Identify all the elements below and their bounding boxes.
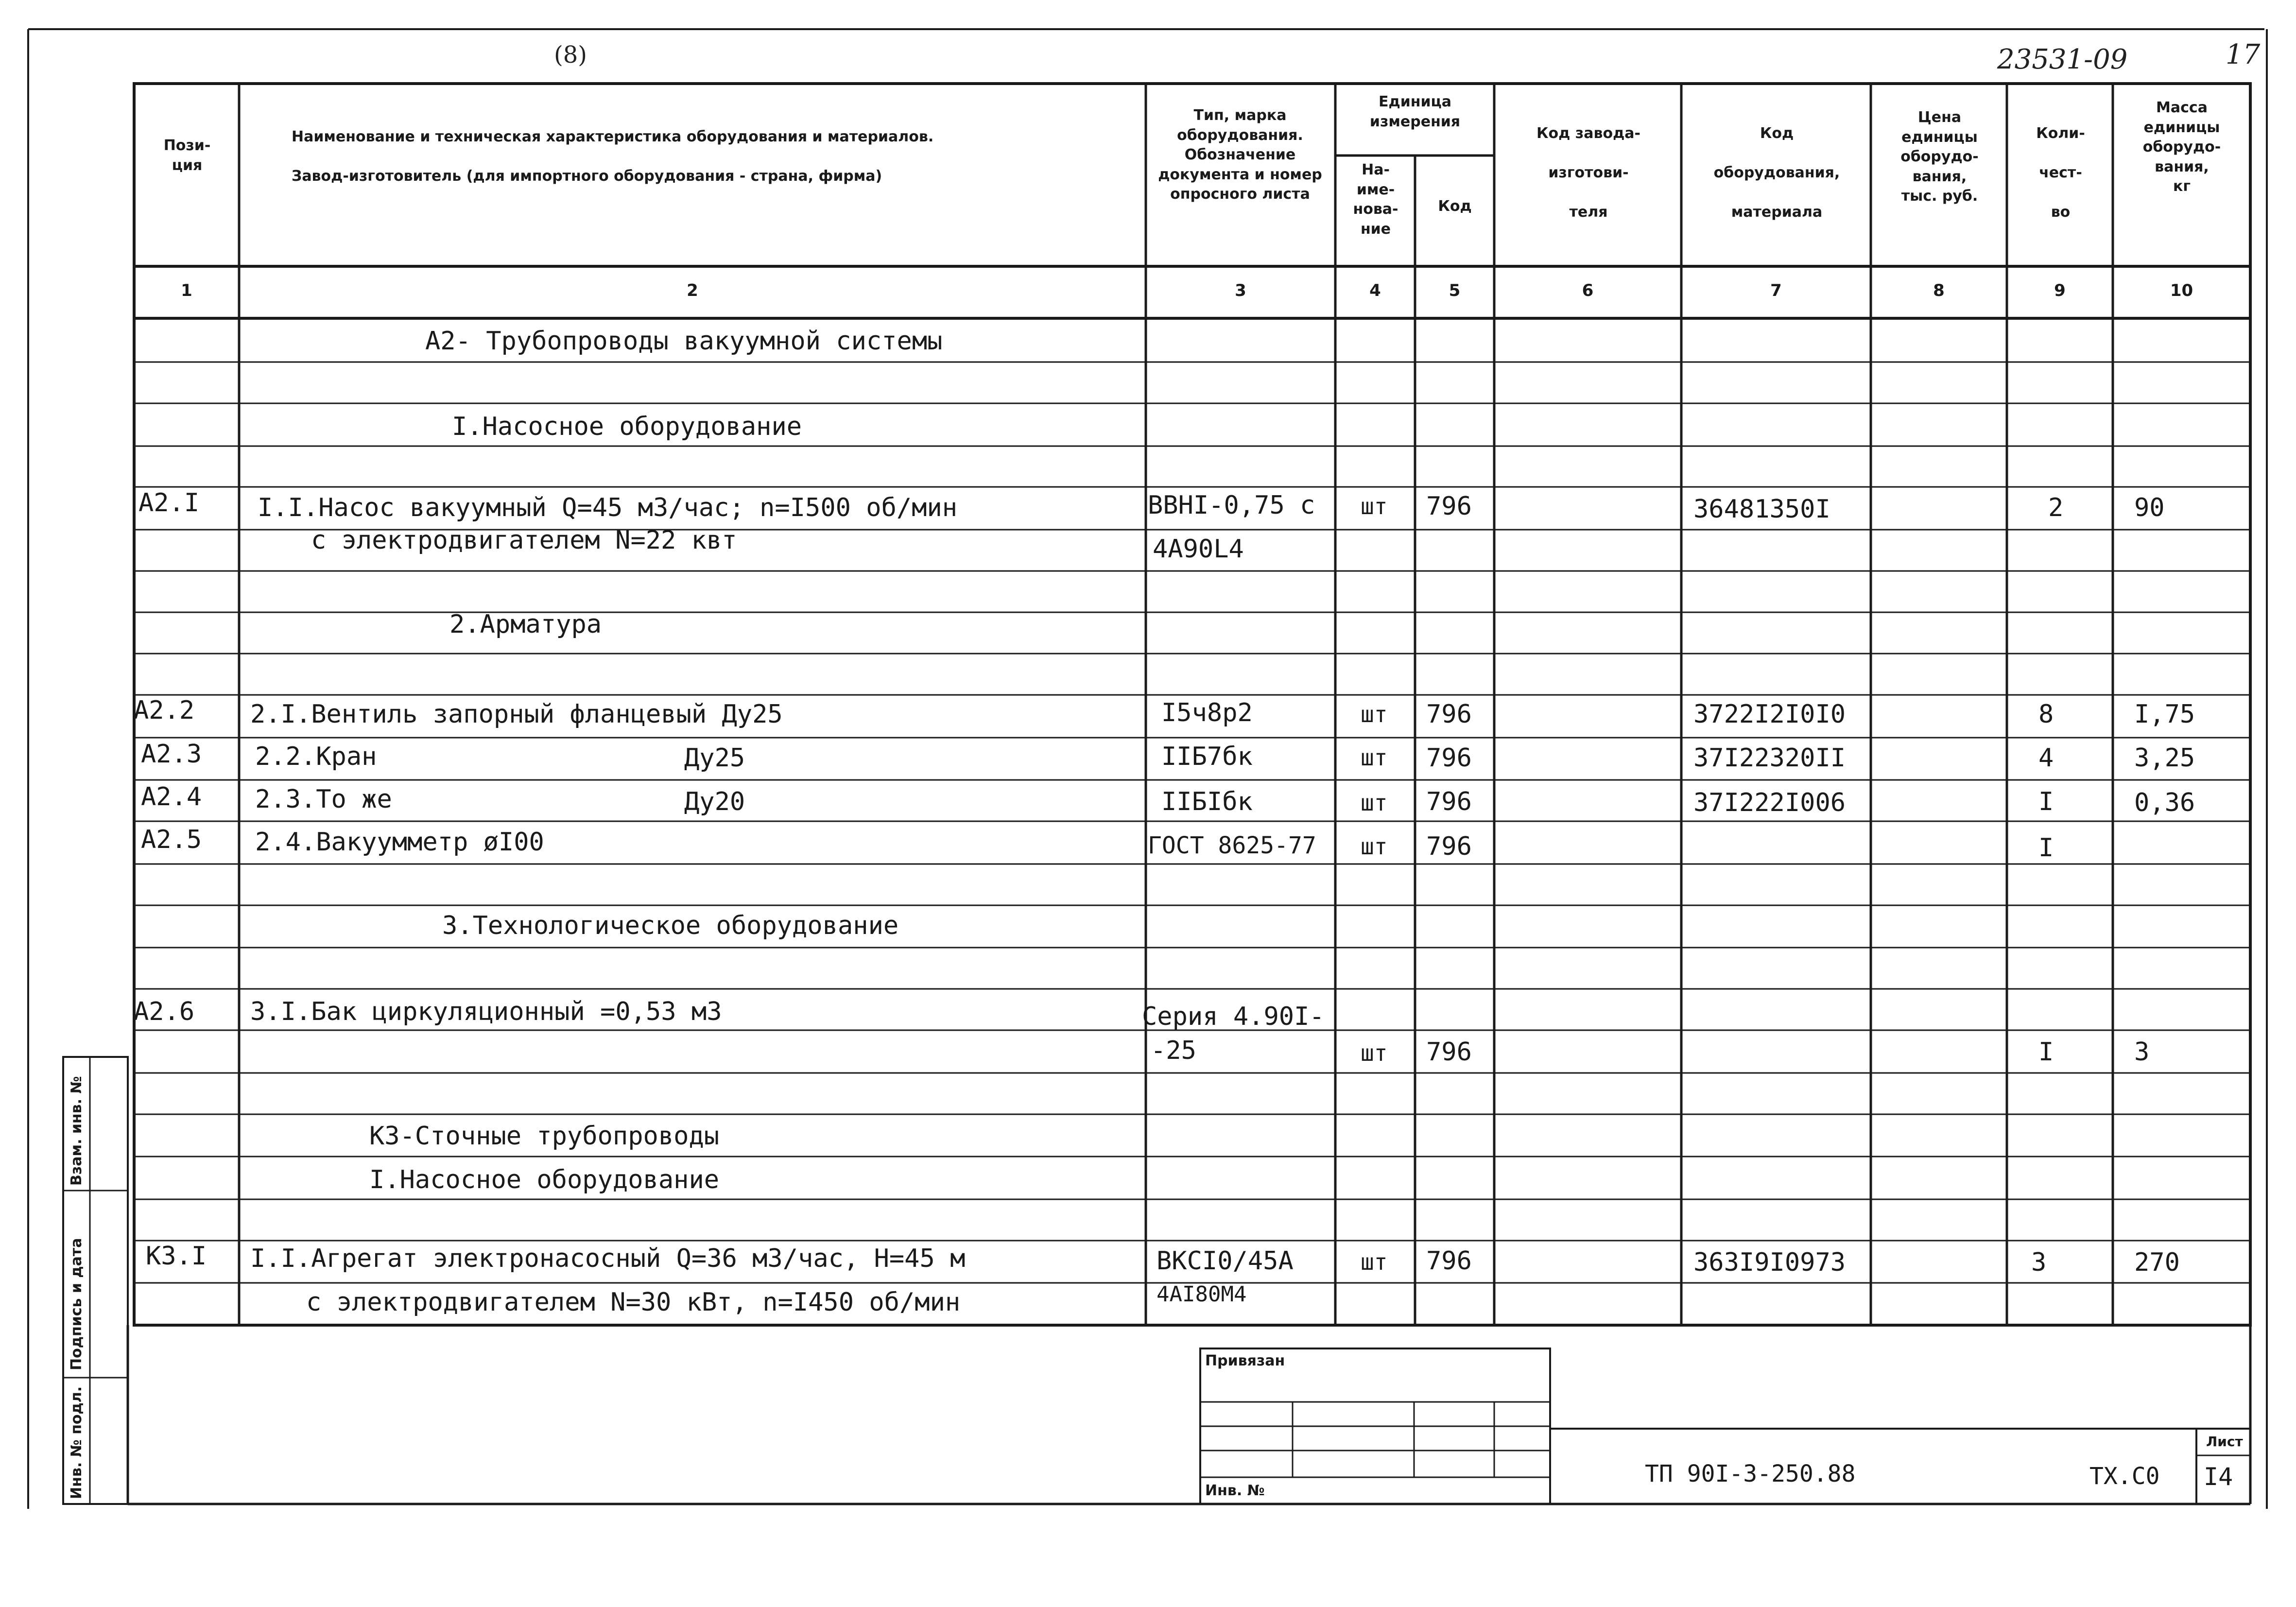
table-cell-equipment-code: 36481350I bbox=[1693, 495, 1830, 524]
table-cell-name: с электродвигателем N=30 кВт, n=I450 об/мин bbox=[306, 1288, 961, 1317]
section-heading: I.Насосное оборудование bbox=[369, 1165, 720, 1194]
table-cell-type: -25 bbox=[1151, 1036, 1196, 1065]
header-unit-name: На- име- нова- ние bbox=[1353, 161, 1398, 238]
table-cell-name: 2.4.Вакуумметр øI00 bbox=[255, 828, 544, 857]
table-cell-equipment-code: 37I222I006 bbox=[1693, 788, 1846, 817]
table-cell-name: 2.I.Вентиль запорный фланцевый Ду25 bbox=[250, 700, 783, 729]
table-cell-type: I5ч8р2 bbox=[1161, 698, 1253, 727]
table-cell-dn: Ду25 bbox=[684, 743, 745, 773]
stamp-inventory-label: Инв. № bbox=[1205, 1482, 1265, 1499]
page-number: (8) bbox=[554, 41, 587, 69]
table-cell-code: 796 bbox=[1426, 787, 1472, 816]
section-heading: I.Насосное оборудование bbox=[452, 412, 802, 441]
table-cell-unit: шт bbox=[1361, 1040, 1388, 1066]
header-factory-code: Код завода- изготови- теля bbox=[1536, 125, 1640, 221]
table-cell-position: А2.2 bbox=[134, 696, 195, 725]
table-cell-dn: Ду20 bbox=[684, 787, 745, 816]
table-cell-name: 2.2.Кран bbox=[255, 742, 377, 771]
table-cell-type: ГОСТ 8625-77 bbox=[1148, 832, 1316, 859]
table-cell-mass: 3 bbox=[2134, 1037, 2150, 1067]
stamp-privyazan-label: Привязан bbox=[1205, 1352, 1285, 1369]
col-number: 7 bbox=[1770, 281, 1782, 300]
table-cell-type: 4АI80М4 bbox=[1157, 1282, 1247, 1307]
col-number: 3 bbox=[1235, 281, 1246, 300]
table-cell-name: с электродвигателем N=22 квт bbox=[311, 526, 737, 555]
table-cell-equipment-code: 3722I2I0I0 bbox=[1693, 700, 1846, 729]
table-cell-mass: 270 bbox=[2134, 1248, 2180, 1277]
table-cell-type: IIБ7бк bbox=[1161, 742, 1253, 771]
section-heading: А2- Трубопроводы вакуумной системы bbox=[425, 327, 943, 356]
header-price: Цена единицы оборудо- вания, тыс. руб. bbox=[1900, 109, 1979, 205]
table-cell-mass: 0,36 bbox=[2134, 788, 2195, 817]
table-cell-mass: I,75 bbox=[2134, 700, 2195, 729]
table-cell-type: Серия 4.90I- bbox=[1142, 1002, 1325, 1031]
table-cell-mass: 90 bbox=[2134, 493, 2165, 522]
table-cell-unit: шт bbox=[1361, 790, 1388, 816]
col-number: 10 bbox=[2170, 281, 2193, 300]
table-cell-quantity: 4 bbox=[2038, 743, 2054, 773]
side-label-replacement: Взам. инв. № bbox=[68, 1076, 85, 1186]
table-cell-code: 796 bbox=[1426, 1246, 1472, 1276]
section-heading: 2.Арматура bbox=[449, 610, 602, 639]
header-equipment-code: Код оборудования, материала bbox=[1713, 125, 1840, 221]
col-number: 5 bbox=[1449, 281, 1461, 300]
table-cell-quantity: I bbox=[2038, 787, 2054, 816]
table-cell-type: ВКСI0/45А bbox=[1157, 1246, 1294, 1276]
table-cell-unit: шт bbox=[1361, 493, 1388, 519]
header-quantity: Коли- чест- во bbox=[2036, 125, 2085, 221]
table-cell-quantity: 8 bbox=[2038, 700, 2054, 729]
section-heading: 3.Технологическое оборудование bbox=[442, 911, 899, 940]
table-cell-name: 2.3.То же bbox=[255, 785, 392, 814]
section-heading: К3-Сточные трубопроводы bbox=[369, 1122, 720, 1151]
table-cell-type: ВВНI-0,75 с bbox=[1148, 491, 1315, 520]
table-cell-code: 796 bbox=[1426, 492, 1472, 521]
table-cell-type: IIБIбк bbox=[1161, 787, 1253, 816]
table-cell-unit: шт bbox=[1361, 1249, 1388, 1275]
stamp-sheet-number: I4 bbox=[2204, 1463, 2233, 1491]
table-cell-type: 4А90L4 bbox=[1153, 535, 1244, 564]
table-cell-equipment-code: 37I22320II bbox=[1693, 743, 1846, 773]
table-cell-unit: шт bbox=[1361, 701, 1388, 727]
table-cell-name: I.I.Насос вакуумный Q=45 м3/час; n=I500 об/мин bbox=[258, 493, 958, 522]
header-name: Наименование и техническая характеристика оборудования и материалов. Завод-изготовитель (для импортного оборудования - страна, фирма) bbox=[292, 128, 934, 185]
table-cell-position: А2.6 bbox=[134, 997, 195, 1026]
table-cell-quantity: I bbox=[2038, 833, 2054, 863]
header-unit-code: Код bbox=[1438, 198, 1472, 215]
header-mass: Масса единицы оборудо- вания, кг bbox=[2142, 99, 2221, 195]
col-number: 4 bbox=[1369, 281, 1381, 300]
corner-number: 17 bbox=[2226, 39, 2261, 70]
table-cell-mass: 3,25 bbox=[2134, 743, 2195, 773]
table-cell-unit: шт bbox=[1361, 744, 1388, 771]
side-label-signature-date: Подпись и дата bbox=[68, 1238, 85, 1370]
table-cell-position: А2.3 bbox=[141, 740, 202, 769]
table-cell-position: А2.I bbox=[138, 488, 200, 518]
table-cell-code: 796 bbox=[1426, 1037, 1472, 1067]
header-position: Пози- ция bbox=[163, 137, 211, 174]
table-cell-code: 796 bbox=[1426, 832, 1472, 861]
col-number: 8 bbox=[1933, 281, 1945, 300]
stamp-document-code: ТП 90I-3-250.88 bbox=[1645, 1460, 1856, 1487]
table-cell-code: 796 bbox=[1426, 743, 1472, 773]
table-cell-equipment-code: 363I9I0973 bbox=[1693, 1248, 1846, 1277]
table-cell-unit: шт bbox=[1361, 833, 1388, 860]
document-number: 23531-09 bbox=[1997, 44, 2128, 75]
stamp-mark: ТХ.С0 bbox=[2089, 1463, 2160, 1490]
table-cell-position: А2.4 bbox=[141, 782, 202, 812]
table-cell-name: 3.I.Бак циркуляционный =0,53 м3 bbox=[250, 997, 722, 1026]
col-number: 6 bbox=[1582, 281, 1594, 300]
col-number: 1 bbox=[181, 281, 192, 300]
col-number: 9 bbox=[2054, 281, 2066, 300]
col-number: 2 bbox=[687, 281, 698, 300]
header-unit: Единица измерения bbox=[1369, 93, 1461, 130]
table-cell-code: 796 bbox=[1426, 700, 1472, 729]
stamp-sheet-label: Лист bbox=[2206, 1434, 2243, 1450]
table-cell-name: I.I.Агрегат электронасосный Q=36 м3/час, Н=45 м bbox=[250, 1244, 966, 1273]
header-type: Тип, марка оборудования. Обозначение документа и номер опросного листа bbox=[1158, 107, 1322, 203]
table-cell-position: А2.5 bbox=[141, 825, 202, 854]
table-cell-position: К3.I bbox=[146, 1242, 207, 1271]
table-cell-quantity: 3 bbox=[2031, 1248, 2047, 1277]
side-label-original-inventory: Инв. № подл. bbox=[68, 1386, 85, 1499]
table-cell-quantity: 2 bbox=[2048, 493, 2064, 522]
table-cell-quantity: I bbox=[2038, 1037, 2054, 1067]
